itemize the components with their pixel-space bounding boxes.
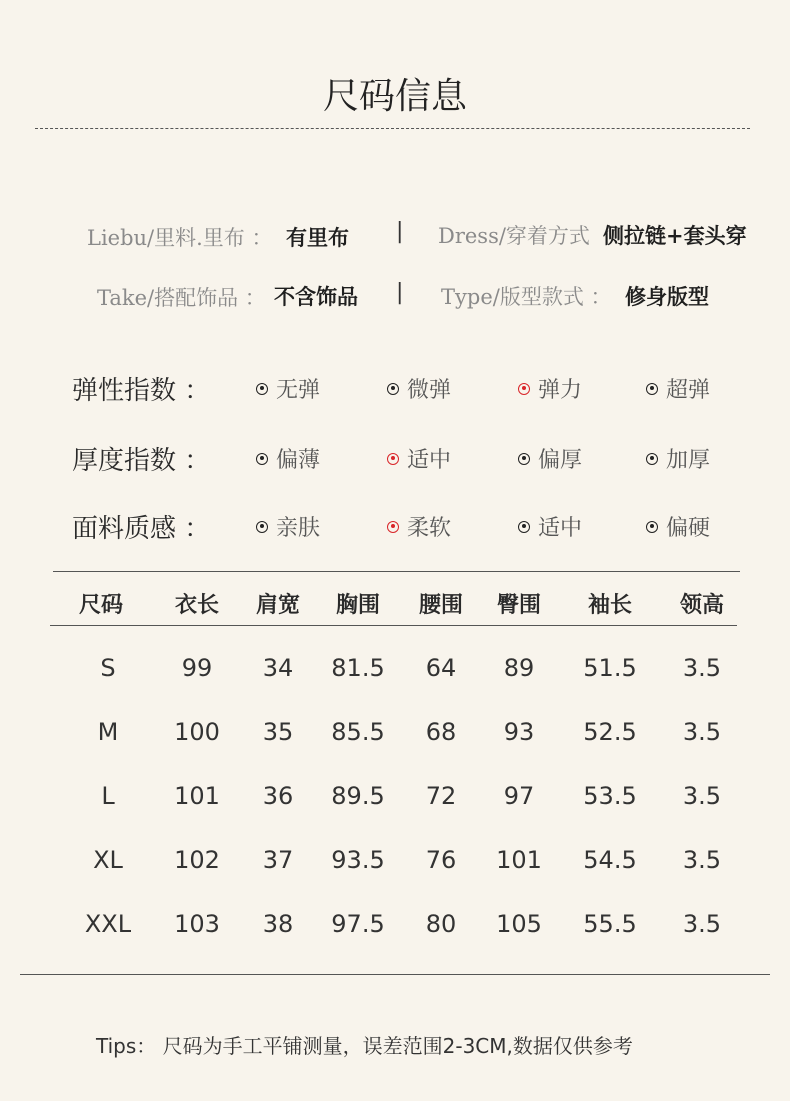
metric-option-label: 偏硬 bbox=[666, 516, 711, 541]
metric-option[interactable] bbox=[387, 443, 451, 474]
table-cell: 93 bbox=[503, 718, 535, 746]
dress-label: Dress/穿着方式 bbox=[438, 224, 590, 248]
metric-option[interactable] bbox=[646, 511, 710, 542]
radio-selected-icon bbox=[387, 453, 399, 465]
metric-option-label: 超弹 bbox=[666, 378, 711, 403]
table-cell: 100 bbox=[174, 718, 220, 746]
dress-value: 侧拉链+套头穿 bbox=[603, 223, 747, 248]
table-cell: 3.5 bbox=[682, 910, 722, 938]
table-header-cell: 胸围 bbox=[335, 592, 380, 618]
metric-option[interactable] bbox=[518, 511, 582, 542]
table-cell: 101 bbox=[496, 846, 542, 874]
table-cell: 68 bbox=[425, 718, 457, 746]
table-row-size: S bbox=[100, 654, 116, 682]
table-cell: 81.5 bbox=[331, 654, 385, 682]
table-bottom-rule bbox=[20, 974, 770, 975]
metric-option-label: 柔软 bbox=[407, 516, 452, 541]
metric-label: 面料质感 ： bbox=[72, 514, 211, 544]
table-cell: 102 bbox=[174, 846, 220, 874]
table-row-size: XL bbox=[93, 846, 123, 874]
table-cell: 105 bbox=[496, 910, 542, 938]
table-cell: 53.5 bbox=[583, 782, 637, 810]
table-header-cell: 袖长 bbox=[587, 592, 632, 618]
table-cell: 72 bbox=[425, 782, 457, 810]
radio-selected-icon bbox=[387, 521, 399, 533]
metric-option-label: 无弹 bbox=[276, 378, 321, 403]
info-separator: | bbox=[396, 219, 404, 244]
radio-icon bbox=[646, 521, 658, 533]
info-separator: | bbox=[396, 280, 404, 305]
table-cell: 101 bbox=[174, 782, 220, 810]
table-header-cell: 领高 bbox=[679, 592, 724, 618]
radio-icon bbox=[646, 453, 658, 465]
table-cell: 36 bbox=[262, 782, 294, 810]
table-cell: 55.5 bbox=[583, 910, 637, 938]
table-cell: 80 bbox=[425, 910, 457, 938]
take-value: 不含饰品 bbox=[274, 284, 358, 309]
radio-icon bbox=[518, 453, 530, 465]
title-divider bbox=[35, 128, 750, 129]
table-cell: 76 bbox=[425, 846, 457, 874]
radio-selected-icon bbox=[518, 383, 530, 395]
metric-option-label: 偏薄 bbox=[276, 448, 321, 473]
radio-icon bbox=[256, 453, 268, 465]
lining-value: 有里布 bbox=[286, 225, 349, 250]
metric-option[interactable] bbox=[256, 511, 320, 542]
radio-icon bbox=[256, 383, 268, 395]
metric-option[interactable] bbox=[387, 373, 451, 404]
metric-label: 厚度指数 ： bbox=[72, 446, 211, 476]
table-cell: 3.5 bbox=[682, 782, 722, 810]
table-top-rule bbox=[53, 571, 740, 572]
metric-option[interactable] bbox=[387, 511, 451, 542]
metric-option[interactable] bbox=[256, 373, 320, 404]
metric-option-label: 加厚 bbox=[666, 448, 711, 473]
metric-option-label: 偏厚 bbox=[538, 448, 583, 473]
radio-icon bbox=[646, 383, 658, 395]
lining-label: Liebu/里料.里布 ： bbox=[87, 226, 273, 250]
table-cell: 97 bbox=[503, 782, 535, 810]
table-cell: 97.5 bbox=[331, 910, 385, 938]
metric-option[interactable] bbox=[646, 373, 710, 404]
metric-option-label: 微弹 bbox=[407, 378, 452, 403]
metric-label: 弹性指数 ： bbox=[72, 376, 211, 406]
table-header-cell: 衣长 bbox=[174, 592, 219, 618]
table-cell: 35 bbox=[262, 718, 294, 746]
page-title: 尺码信息 bbox=[322, 76, 467, 117]
table-cell: 34 bbox=[262, 654, 294, 682]
metric-option-label: 弹力 bbox=[538, 378, 583, 403]
tips-note: Tips： 尺码为手工平铺测量，误差范围2-3CM,数据仅供参考 bbox=[96, 1034, 633, 1058]
metric-option[interactable] bbox=[518, 373, 582, 404]
table-cell: 52.5 bbox=[583, 718, 637, 746]
metric-option-label: 适中 bbox=[407, 448, 452, 473]
table-cell: 3.5 bbox=[682, 846, 722, 874]
table-cell: 3.5 bbox=[682, 718, 722, 746]
table-cell: 93.5 bbox=[331, 846, 385, 874]
type-value: 修身版型 bbox=[625, 284, 709, 309]
table-cell: 3.5 bbox=[682, 654, 722, 682]
metric-option-label: 亲肤 bbox=[276, 516, 321, 541]
table-row-size: M bbox=[97, 718, 119, 746]
table-cell: 103 bbox=[174, 910, 220, 938]
table-header-cell: 肩宽 bbox=[255, 592, 300, 618]
radio-icon bbox=[518, 521, 530, 533]
table-cell: 51.5 bbox=[583, 654, 637, 682]
table-row-size: L bbox=[101, 782, 115, 810]
radio-icon bbox=[387, 383, 399, 395]
radio-icon bbox=[256, 521, 268, 533]
table-cell: 37 bbox=[262, 846, 294, 874]
table-header-cell: 腰围 bbox=[418, 592, 463, 618]
table-header-cell: 臀围 bbox=[496, 592, 541, 618]
metric-option-label: 适中 bbox=[538, 516, 583, 541]
table-row-size: XXL bbox=[84, 910, 132, 938]
table-cell: 38 bbox=[262, 910, 294, 938]
table-header-rule bbox=[50, 625, 737, 626]
table-cell: 89.5 bbox=[331, 782, 385, 810]
table-cell: 99 bbox=[181, 654, 213, 682]
table-cell: 89 bbox=[503, 654, 535, 682]
table-header-cell: 尺码 bbox=[78, 592, 123, 618]
metric-option[interactable] bbox=[646, 443, 710, 474]
take-label: Take/搭配饰品 ： bbox=[97, 286, 266, 310]
type-label: Type/版型款式 ： bbox=[441, 285, 612, 309]
table-cell: 85.5 bbox=[331, 718, 385, 746]
metric-option[interactable] bbox=[518, 443, 582, 474]
table-cell: 54.5 bbox=[583, 846, 637, 874]
table-cell: 64 bbox=[425, 654, 457, 682]
metric-option[interactable] bbox=[256, 443, 320, 474]
